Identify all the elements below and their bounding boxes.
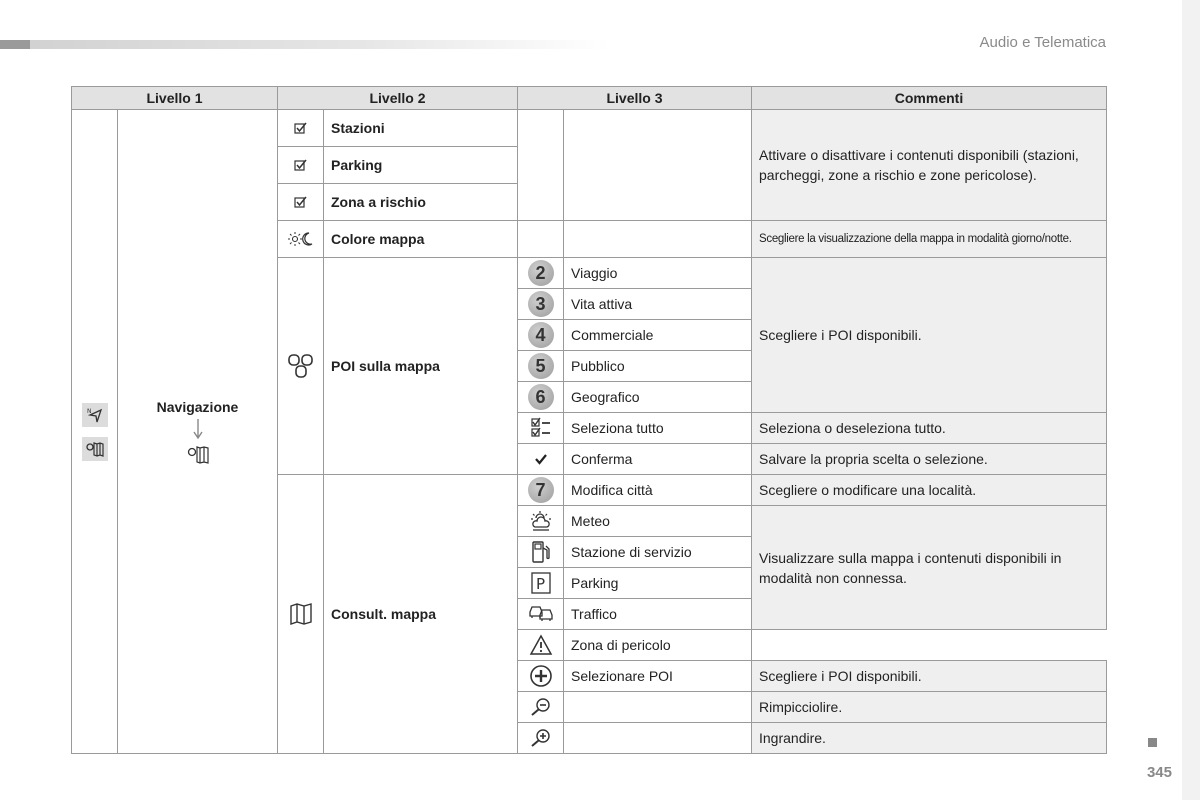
conferma-comment: Salvare la propria scelta o selezione. <box>752 444 1107 475</box>
day-night-icon[interactable] <box>278 221 324 258</box>
checkmark-icon[interactable] <box>518 444 564 475</box>
col-header-commenti: Commenti <box>752 87 1107 110</box>
number-badge: 6 <box>528 384 554 410</box>
page-number: 345 <box>1146 764 1172 781</box>
poi-icon[interactable] <box>278 258 324 475</box>
option-stazione-servizio[interactable]: Stazione di servizio <box>564 537 752 568</box>
map-book-icon[interactable] <box>278 475 324 754</box>
header-decor-bar <box>0 40 610 49</box>
zoom-out-comment: Rimpicciolire. <box>752 692 1107 723</box>
checkbox-icon[interactable] <box>278 184 324 221</box>
table-row <box>72 110 1107 147</box>
option-parking[interactable]: Parking <box>324 147 518 184</box>
svg-text:N: N <box>86 407 91 415</box>
option-zona-pericolo[interactable]: Zona di pericolo <box>564 630 752 661</box>
zoom-out-icon[interactable] <box>518 692 564 723</box>
number-badge: 7 <box>528 477 554 503</box>
option-conferma[interactable]: Conferma <box>564 444 752 475</box>
checkbox-icon[interactable] <box>278 147 324 184</box>
level1-navigation-cell <box>118 110 278 754</box>
number-badge: 4 <box>528 322 554 348</box>
level1-icons-cell <box>72 110 118 754</box>
svg-text:P: P <box>535 575 545 593</box>
option-selezionare-poi[interactable]: Selezionare POI <box>564 661 752 692</box>
number-badge: 5 <box>528 353 554 379</box>
option-consult-mappa[interactable]: Consult. mappa <box>324 475 518 754</box>
zoom-in-icon[interactable] <box>518 723 564 754</box>
option-traffico[interactable]: Traffico <box>564 599 752 630</box>
poi-option-viaggio[interactable]: Viaggio <box>564 258 752 289</box>
selezionare-poi-comment: Scegliere i POI disponibili. <box>752 661 1107 692</box>
poi-option-geografico[interactable]: Geografico <box>564 382 752 413</box>
modifica-comment: Scegliere o modificare una località. <box>752 475 1107 506</box>
offline-comment: Visualizzare sulla mappa i contenuti disponibili in modalità non connessa. <box>752 506 1107 630</box>
poi-option-commerciale[interactable]: Commerciale <box>564 320 752 351</box>
weather-icon[interactable] <box>518 506 564 537</box>
option-zona-rischio[interactable]: Zona a rischio <box>324 184 518 221</box>
option-parking-map[interactable]: Parking <box>564 568 752 599</box>
fuel-icon[interactable] <box>518 537 564 568</box>
seleziona-comment: Seleziona o deseleziona tutto. <box>752 413 1107 444</box>
navigation-icon[interactable] <box>82 403 108 427</box>
poi-option-vita-attiva[interactable]: Vita attiva <box>564 289 752 320</box>
col-header-livello3: Livello 3 <box>518 87 752 110</box>
plus-circle-icon[interactable] <box>518 661 564 692</box>
option-poi-mappa[interactable]: POI sulla mappa <box>324 258 518 475</box>
toggle-comment: Attivare o disattivare i contenuti disponibili (stazioni, parcheggi, zone a rischio e zone pericolose). <box>752 110 1107 221</box>
option-modifica-citta[interactable]: Modifica città <box>564 475 752 506</box>
option-colore-mappa[interactable]: Colore mappa <box>324 221 518 258</box>
menu-table <box>71 86 1107 754</box>
col-header-livello1: Livello 1 <box>72 87 278 110</box>
table-header-row <box>72 87 1107 110</box>
zoom-in-comment: Ingrandire. <box>752 723 1107 754</box>
page-marker <box>1148 738 1157 747</box>
navigation-label: Navigazione <box>156 398 239 415</box>
poi-comment: Scegliere i POI disponibili. <box>752 258 1107 413</box>
select-all-icon[interactable] <box>518 413 564 444</box>
map-settings-icon[interactable] <box>82 437 108 461</box>
option-seleziona-tutto[interactable]: Seleziona tutto <box>564 413 752 444</box>
checkbox-icon[interactable] <box>278 110 324 147</box>
warning-icon[interactable] <box>518 630 564 661</box>
colore-comment: Scegliere la visualizzazione della mappa in modalità giorno/notte. <box>752 221 1107 258</box>
poi-option-pubblico[interactable]: Pubblico <box>564 351 752 382</box>
col-header-livello2: Livello 2 <box>278 87 518 110</box>
option-meteo[interactable]: Meteo <box>564 506 752 537</box>
map-settings-icon[interactable] <box>186 443 210 465</box>
page-edge-strip <box>1182 0 1200 800</box>
arrow-down-icon <box>192 417 204 441</box>
number-badge: 2 <box>528 260 554 286</box>
option-stazioni[interactable]: Stazioni <box>324 110 518 147</box>
section-title: Audio e Telematica <box>979 34 1106 51</box>
traffic-icon[interactable] <box>518 599 564 630</box>
number-badge: 3 <box>528 291 554 317</box>
parking-icon[interactable] <box>518 568 564 599</box>
